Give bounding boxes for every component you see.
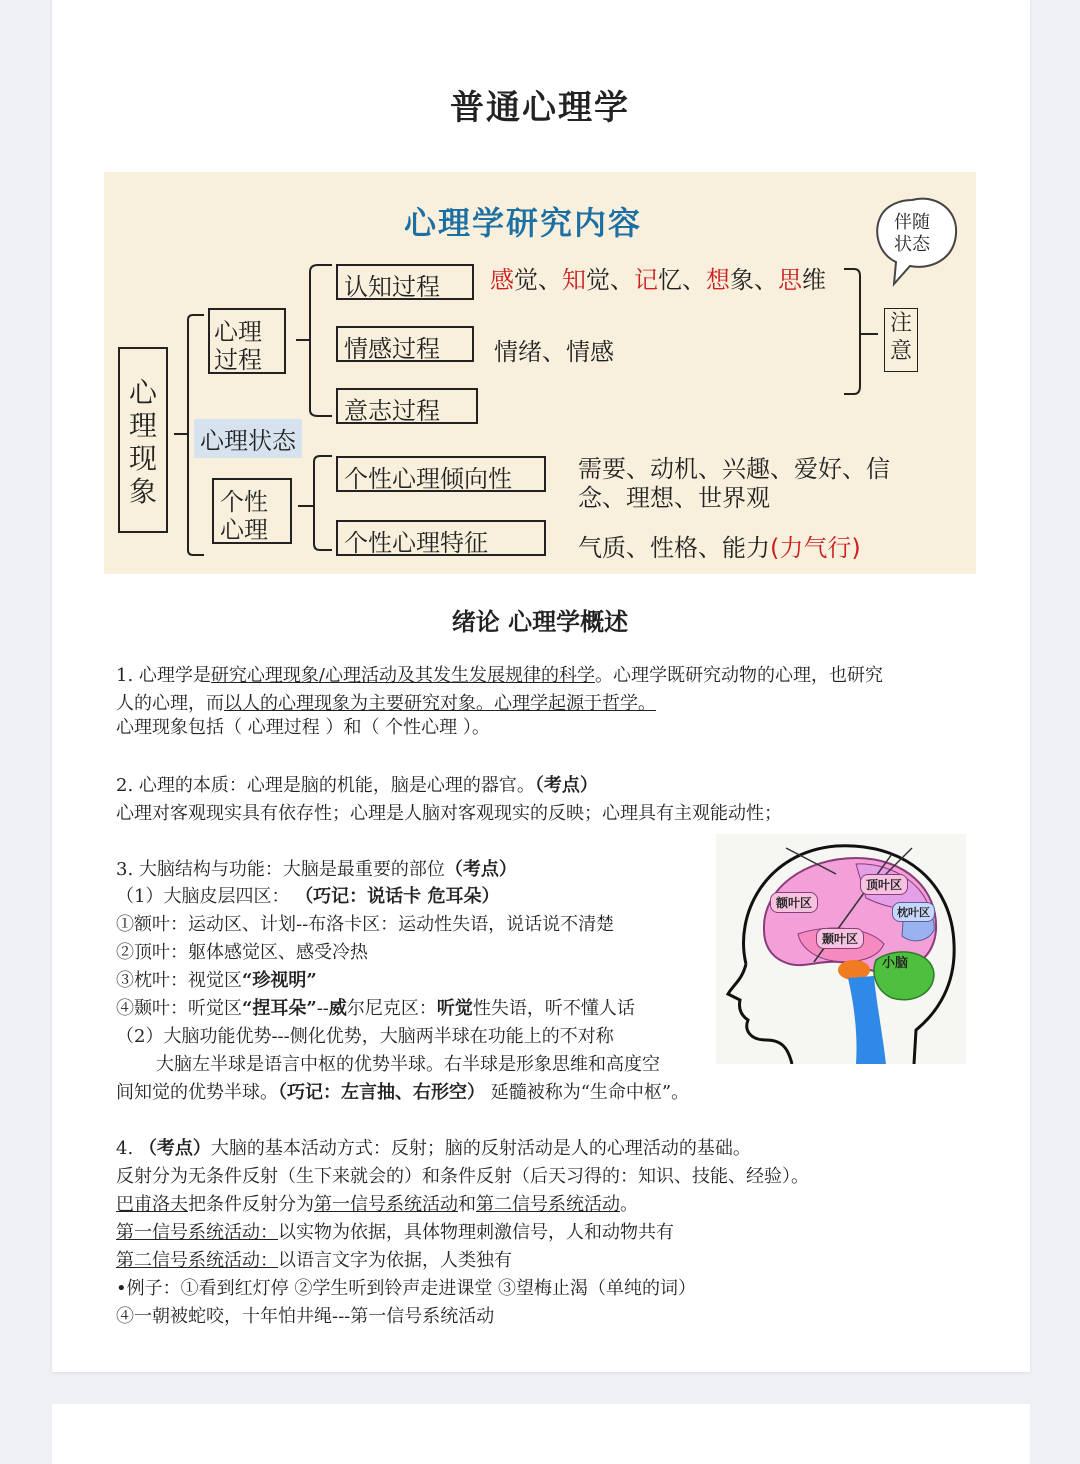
p4-c4: 和 — [458, 1194, 476, 1215]
p3-f1: ④颞叶：听觉区 — [116, 998, 242, 1019]
p1-a1: 1. 心理学是 — [116, 665, 211, 686]
page-title: 普通心理学 — [450, 88, 630, 128]
p4-c6: 。 — [620, 1194, 638, 1215]
p2-line1 — [116, 772, 598, 800]
p3-f7: 性失语，听不懂人话 — [472, 998, 635, 1019]
personality-label-1: 个性 — [220, 488, 268, 516]
attention-label: 注意 — [890, 311, 913, 364]
emotion-label: 情感过程 — [344, 335, 440, 363]
p4-line1 — [116, 1135, 751, 1163]
tendency-items-1: 需要、动机、兴趣、爱好、信 — [578, 455, 890, 483]
p4-c2: 把条件反射分为 — [188, 1194, 314, 1215]
p4-e1: 第二信号系统活动： — [116, 1250, 278, 1271]
brain-drawing — [716, 834, 966, 1064]
cognitive-rest-1: 觉、 — [514, 266, 562, 294]
p3-line9 — [116, 1079, 689, 1107]
cognitive-rest-4: 象、 — [730, 266, 778, 294]
diagram-title: 心理学研究内容 — [404, 204, 643, 242]
cognitive-rest-2: 觉、 — [586, 266, 634, 294]
cognitive-label: 认知过程 — [344, 273, 440, 301]
cerebellum-label: 小脑 — [882, 956, 909, 971]
temporal-label: 颞叶区 — [816, 928, 864, 949]
p3-line2 — [116, 883, 499, 911]
cognitive-hl-1: 感 — [490, 266, 514, 294]
p3-i1: 间知觉的优势半球。 — [116, 1082, 278, 1103]
p1-b1: 人的心理，而 — [116, 693, 224, 714]
cognitive-hl-3: 记 — [634, 266, 658, 294]
will-label: 意志过程 — [344, 397, 440, 425]
p3-e1: ③枕叶：视觉区 — [116, 970, 242, 991]
p3-line4: ②顶叶：躯体感觉区、感受冷热 — [116, 942, 368, 963]
p1-line1 — [116, 662, 883, 690]
p3-line6 — [116, 995, 635, 1023]
parietal-label: 顶叶区 — [860, 874, 908, 895]
p4-line4 — [116, 1219, 674, 1247]
p4-a2: （考点） — [138, 1138, 211, 1159]
p3-b1: （1）大脑皮层四区： — [116, 886, 296, 907]
p3-a1: 3. 大脑结构与功能：大脑是最重要的部位 — [116, 859, 445, 880]
cognitive-rest-5: 维 — [802, 266, 826, 294]
p4-d1: 第一信号系统活动： — [116, 1222, 278, 1243]
p3-e2: “珍视明” — [242, 970, 317, 991]
p1-a3: 。心理学既研究动物的心理，也研究 — [594, 665, 883, 686]
process-label-1: 心理 — [214, 318, 262, 346]
p3-f4: 威 — [328, 998, 347, 1019]
p4-a1: 4. — [116, 1138, 139, 1159]
emotion-items: 情绪、情感 — [494, 338, 614, 366]
p4-line5 — [116, 1247, 512, 1275]
trait-items-text: 气质、性格、能力 — [578, 534, 770, 562]
state-label: 心理状态 — [194, 419, 302, 458]
p4-c5: 第二信号系统活动 — [476, 1194, 620, 1215]
tendency-label: 个性心理倾向性 — [344, 465, 512, 493]
next-page — [52, 1404, 1030, 1464]
accompany-label: 伴随状态 — [894, 212, 930, 255]
p4-d2: 以实物为依据，具体物理刺激信号，人和动物共有 — [278, 1222, 674, 1243]
p4-c1: 巴甫洛夫 — [116, 1194, 188, 1215]
root-label: 心理现象 — [129, 376, 158, 508]
section-title: 绪论 心理学概述 — [451, 608, 629, 636]
brain-illustration — [716, 834, 966, 1064]
p3-f6: 听觉 — [436, 998, 473, 1019]
p3-line1 — [116, 856, 517, 884]
personality-label-2: 心理 — [220, 516, 268, 544]
p3-line8: 大脑左半球是语言中枢的优势半球。右半球是形象思维和高度空 — [156, 1054, 660, 1075]
p3-f2: “捏耳朵” — [242, 998, 317, 1019]
p4-line2: 反射分为无条件反射（生下来就会的）和条件反射（后天习得的：知识、技能、经验）。 — [116, 1166, 809, 1187]
p2-line2: 心理对客观现实具有依存性；心理是人脑对客观现实的反映；心理具有主观能动性； — [116, 803, 782, 824]
trait-items — [578, 528, 861, 563]
cognitive-hl-5: 思 — [778, 266, 802, 294]
p4-c3: 第一信号系统活动 — [314, 1194, 458, 1215]
p3-line5 — [116, 967, 317, 995]
p3-f3: -- — [316, 998, 329, 1019]
p4-a3: 大脑的基本活动方式：反射；脑的反射活动是人的心理活动的基础。 — [210, 1138, 751, 1159]
p3-f5: 尔尼克区： — [346, 998, 437, 1019]
cognitive-rest-3: 忆、 — [658, 266, 706, 294]
trait-label: 个性心理特征 — [344, 529, 488, 557]
cognitive-items — [490, 260, 826, 295]
p3-line3: ①额叶：运动区、计划--布洛卡区：运动性失语，说话说不清楚 — [116, 914, 615, 935]
p3-b2: （巧记：说话卡 危耳朵） — [295, 886, 500, 907]
p3-a2: （考点） — [444, 859, 517, 880]
cognitive-hl-4: 想 — [706, 266, 730, 294]
p3-line7: （2）大脑功能优势---侧化优势，大脑两半球在功能上的不对称 — [116, 1026, 614, 1047]
p4-line6: •例子：①看到红灯停 ②学生听到铃声走进课堂 ③望梅止渴（单纯的词） — [116, 1278, 697, 1299]
p2-a2: （考点） — [534, 775, 598, 796]
p2-a1: 2. 心理的本质：心理是脑的机能，脑是心理的器官。 — [116, 775, 535, 796]
p4-e2: 以语言文字为依据，人类独有 — [278, 1250, 512, 1271]
p3-i2: （巧记：左言抽、右形空） — [278, 1082, 485, 1103]
cognitive-hl-2: 知 — [562, 266, 586, 294]
tendency-items-2: 念、理想、世界观 — [578, 484, 770, 512]
p4-line7: ④一朝被蛇咬，十年怕井绳---第一信号系统活动 — [116, 1306, 495, 1327]
p3-i3: 延髓被称为“生命中枢”。 — [485, 1082, 690, 1103]
occipital-label: 枕叶区 — [892, 902, 935, 922]
p1-a2: 研究心理现象/心理活动及其发生发展规律的科学 — [210, 665, 595, 686]
frontal-label: 额叶区 — [770, 892, 818, 913]
process-label-2: 过程 — [214, 346, 262, 374]
concept-diagram — [104, 172, 976, 574]
p1-line3: 心理现象包括（ 心理过程 ）和（ 个性心理 ）。 — [116, 717, 490, 738]
p4-line3 — [116, 1191, 638, 1219]
trait-mnemonic: (力气行) — [770, 534, 861, 562]
p1-b2: 以人的心理现象为主要研究对象。心理学起源于哲学。 — [224, 693, 656, 714]
